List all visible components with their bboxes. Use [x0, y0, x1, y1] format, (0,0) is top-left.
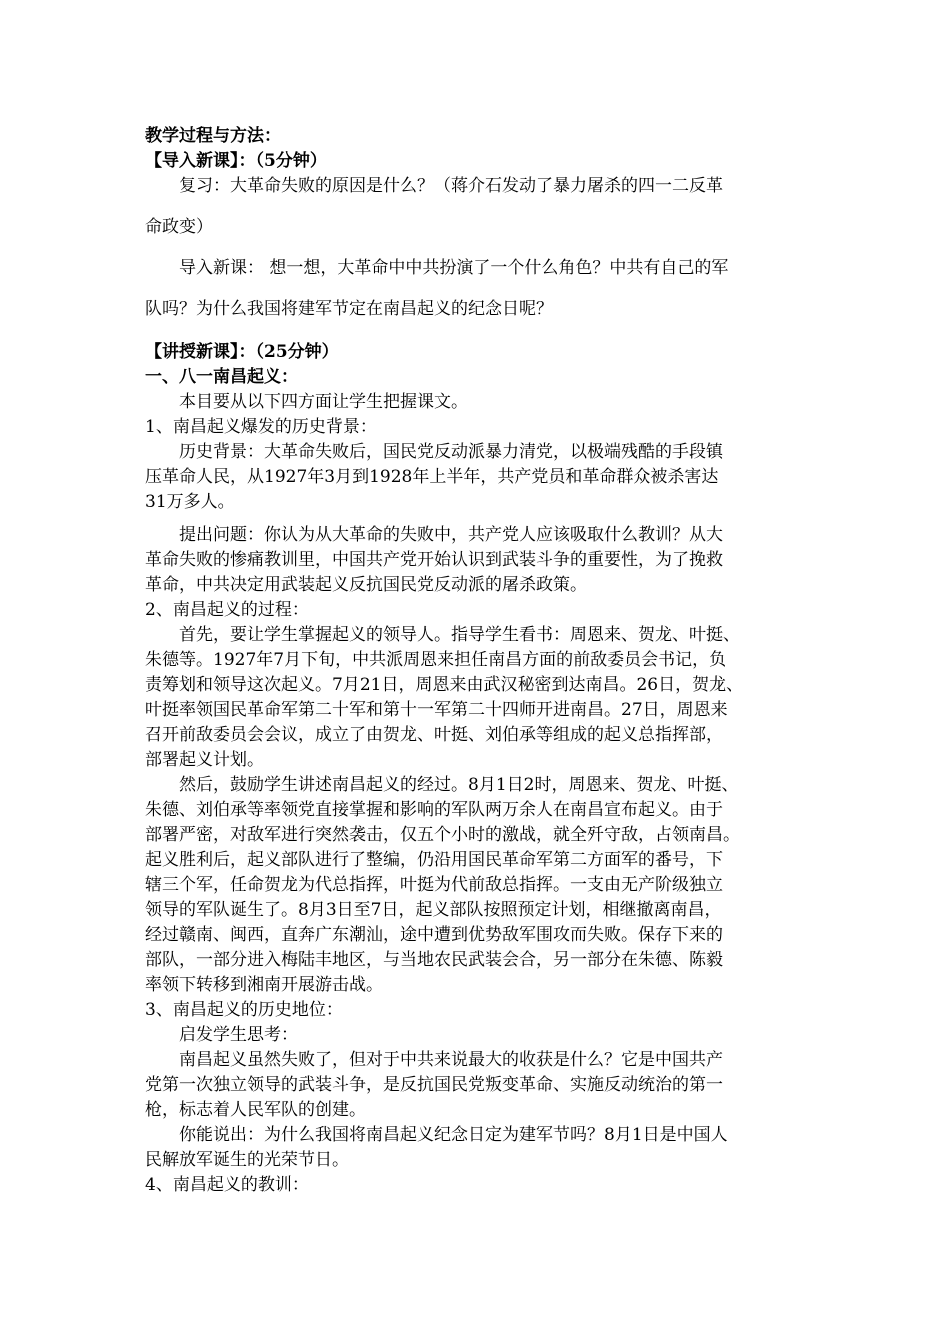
paragraph-line: 革命，中共决定用武装起义反抗国民党反动派的屠杀政策。 [145, 575, 587, 595]
paragraph-line: 经过赣南、闽西，直奔广东潮汕，途中遭到优势敌军围攻而失败。保存下来的 [145, 925, 723, 945]
paragraph-line: 启发学生思考： [179, 1025, 298, 1045]
paragraph-line: 31万多人。 [145, 492, 235, 512]
part1-title: 1、南昌起义爆发的历史背景： [145, 417, 377, 437]
paragraph-line: 民解放军诞生的光荣节日。 [145, 1150, 349, 1170]
paragraph-line: 朱德、刘伯承等率领党直接掌握和影响的军队两万余人在南昌宣布起义。由于 [145, 800, 723, 820]
paragraph-line: 部署起义计划。 [145, 750, 264, 770]
section-one-title: 一、八一南昌起义： [145, 367, 298, 387]
paragraph-line: 领导的军队诞生了。8月3日至7日，起义部队按照预定计划，相继撤离南昌， [145, 900, 722, 920]
paragraph-line: 南昌起义虽然失败了，但对于中共来说最大的收获是什么？它是中国共产 [179, 1050, 723, 1070]
paragraph-line: 然后，鼓励学生讲述南昌起义的经过。8月1日2时，周恩来、贺龙、叶挺、 [179, 775, 739, 795]
section-heading: 教学过程与方法： [145, 126, 281, 146]
paragraph-line: 召开前敌委员会会议，成立了由贺龙、叶挺、刘伯承等组成的起义总指挥部， [145, 725, 723, 745]
part2-title: 2、南昌起义的过程： [145, 600, 309, 620]
paragraph-line: 部队，一部分进入梅陆丰地区，与当地农民武装会合，另一部分在朱德、陈毅 [145, 950, 723, 970]
paragraph-line: 压革命人民，从1927年3月到1928年上半年，共产党员和革命群众被杀害达 [145, 467, 719, 487]
paragraph-line: 朱德等。1927年7月下旬，中共派周恩来担任南昌方面的前敌委员会书记，负 [145, 650, 727, 670]
part3-title: 3、南昌起义的历史地位： [145, 1000, 343, 1020]
lead-line: 导入新课： 想一想，大革命中中共扮演了一个什么角色？中共有自己的军 [179, 258, 729, 278]
review-line: 复习：大革命失败的原因是什么？（蒋介石发动了暴力屠杀的四一二反革 [179, 176, 723, 196]
paragraph-line: 率领下转移到湘南开展游击战。 [145, 975, 383, 995]
section-one-intro: 本目要从以下四方面让学生把握课文。 [179, 392, 468, 412]
lecture-title: 【讲授新课】：（25分钟） [145, 342, 339, 362]
review-line-cont: 命政变） [145, 217, 213, 237]
paragraph-line: 你能说出：为什么我国将南昌起义纪念日定为建军节吗？8月1日是中国人 [179, 1125, 728, 1145]
intro-title: 【导入新课】：（5分钟） [145, 151, 327, 171]
paragraph-line: 党第一次独立领导的武装斗争，是反抗国民党叛变革命、实施反动统治的第一 [145, 1075, 723, 1095]
paragraph-line: 部署严密，对敌军进行突然袭击，仅五个小时的激战，就全歼守敌，占领南昌。 [145, 825, 740, 845]
paragraph-line: 提出问题：你认为从大革命的失败中，共产党人应该吸取什么教训？从大 [179, 525, 723, 545]
paragraph-line: 枪，标志着人民军队的创建。 [145, 1100, 366, 1120]
paragraph-line: 辖三个军，任命贺龙为代总指挥，叶挺为代前敌总指挥。一支由无产阶级独立 [145, 875, 723, 895]
paragraph-line: 起义胜利后，起义部队进行了整编，仍沿用国民革命军第二方面军的番号，下 [145, 850, 723, 870]
paragraph-line: 责筹划和领导这次起义。7月21日，周恩来由武汉秘密到达南昌。26日，贺龙、 [145, 675, 744, 695]
paragraph-line: 革命失败的惨痛教训里，中国共产党开始认识到武装斗争的重要性，为了挽救 [145, 550, 723, 570]
paragraph-line: 历史背景：大革命失败后，国民党反动派暴力清党，以极端残酷的手段镇 [179, 442, 723, 462]
lead-line-cont: 队吗？为什么我国将建军节定在南昌起义的纪念日呢？ [145, 299, 553, 319]
document-body [145, 124, 815, 1198]
paragraph-line: 首先，要让学生掌握起义的领导人。指导学生看书：周恩来、贺龙、叶挺、 [179, 625, 740, 645]
paragraph-line: 叶挺率领国民革命军第二十军和第十一军第二十四师开进南昌。27日，周恩来 [145, 700, 728, 720]
part4-title: 4、南昌起义的教训： [145, 1175, 309, 1195]
